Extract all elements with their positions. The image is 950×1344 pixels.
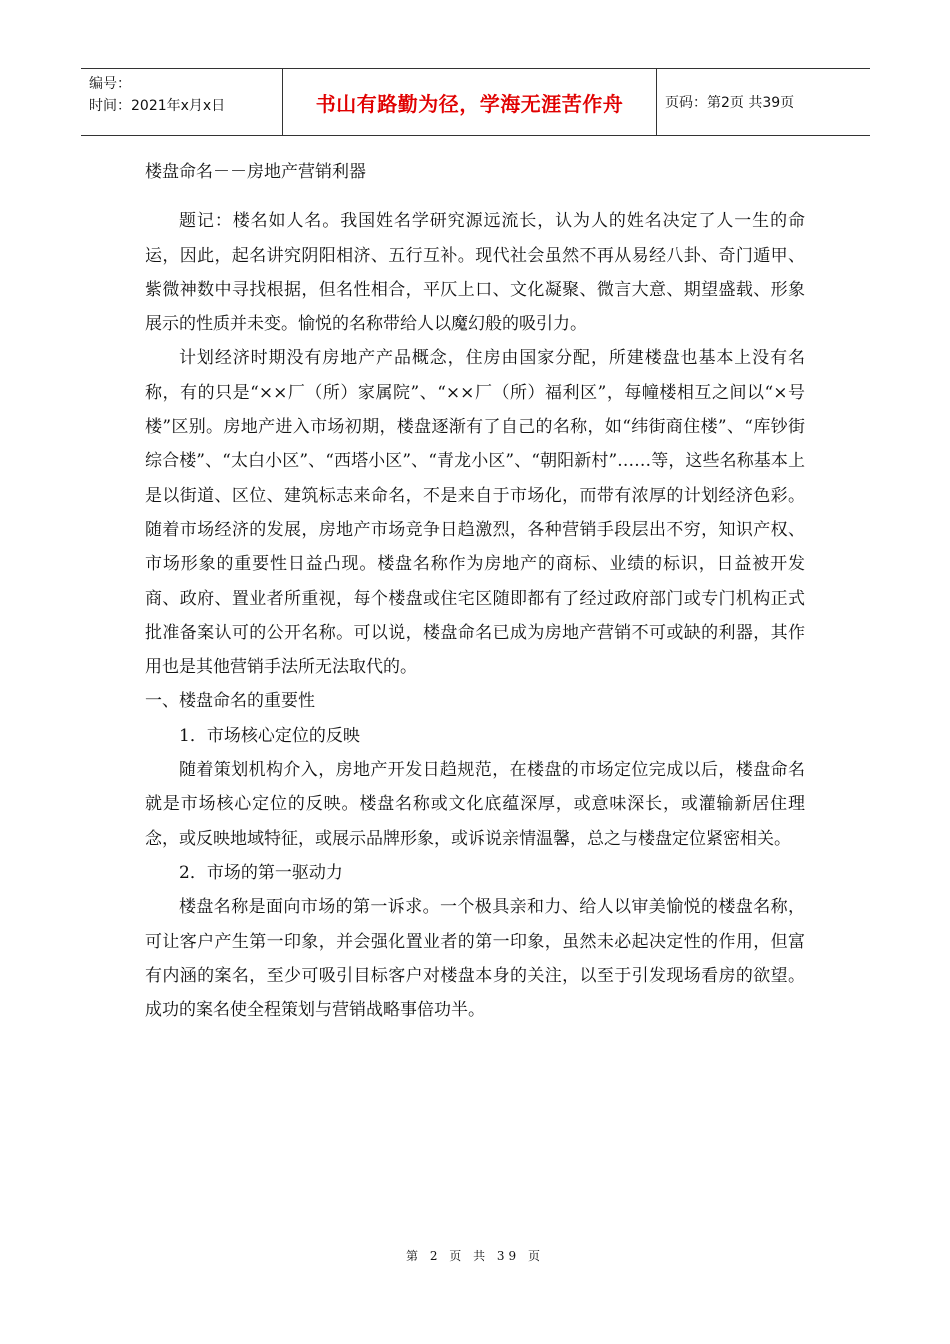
document-title: 楼盘命名－－房地产营销利器 (145, 162, 366, 182)
section-title: 一、楼盘命名的重要性 (145, 691, 315, 712)
subsection-title-2: 2．市场的第一驱动力 (179, 862, 343, 883)
time-label: 时间：2021年x月x日 (89, 98, 226, 114)
page-header (81, 68, 870, 136)
header-motto: 书山有路勤为径，学海无涯苦作舟 (283, 69, 657, 135)
subsection-text-2: 楼盘名称是面向市场的第一诉求。一个极具亲和力、给人以审美愉悦的楼盘名称，可让客户产生第一印象，并会强化置业者的第一印象，虽然未必起决定性的作用，但富有内涵的案名，至少可吸引目标客户对楼盘本身的关注，以至于引发现场看房的欲望。成功的案名使全程策划与营销战略事倍功半。 (145, 897, 805, 1021)
page-footer: 第 2 页 共 39 页 (406, 1249, 544, 1263)
paragraph-preface: 题记：楼名如人名。我国姓名学研究源远流长，认为人的姓名决定了人一生的命运，因此，起名讲究阴阳相济、五行互补。现代社会虽然不再从易经八卦、奇门遁甲、紫微神数中寻找根据，但名性相合，平仄上口、文化凝聚、微言大意、期望盛载、形象展示的性质并未变。愉悦的名称带给人以魔幻般的吸引力。 (145, 211, 805, 335)
subsection-title-1: 1．市场核心定位的反映 (179, 725, 360, 746)
header-meta (81, 69, 283, 135)
subsection-text-1: 随着策划机构介入，房地产开发日趋规范，在楼盘的市场定位完成以后，楼盘命名就是市场核心定位的反映。楼盘名称或文化底蕴深厚，或意味深长，或灌输新居住理念，或反映地域特征，或展示品牌形象，或诉说亲情温馨，总之与楼盘定位紧密相关。 (145, 760, 805, 849)
document-body (145, 155, 805, 1027)
header-page-info: 页码：第2页 共39页 (665, 95, 795, 111)
number-label: 编号： (89, 76, 131, 92)
paragraph-history: 计划经济时期没有房地产产品概念，住房由国家分配，所建楼盘也基本上没有名称，有的只是“××厂（所）家属院”、“××厂（所）福利区”，每幢楼相互之间以“×号楼”区别。房地产进入市场初期，楼盘逐渐有了自己的名称，如“纬街商住楼”、“库钞街综合楼”、“太白小区”、“西塔小区”、“青龙小区”、“朝阳新村”……等，这些名称基本上是以街道、区位、建筑标志来命名，不是来自于市场化，而带有浓厚的计划经济色彩。随着市场经济的发展，房地产市场竞争日趋激烈，各种营销手段层出不穷，知识产权、市场形象的重要性日益凸现。楼盘名称作为房地产的商标、业绩的标识，日益被开发商、政府、置业者所重视，每个楼盘或住宅区随即都有了经过政府部门或专门机构正式批准备案认可的公开名称。可以说，楼盘命名已成为房地产营销不可或缺的利器，其作用也是其他营销手法所无法取代的。 (145, 348, 805, 678)
